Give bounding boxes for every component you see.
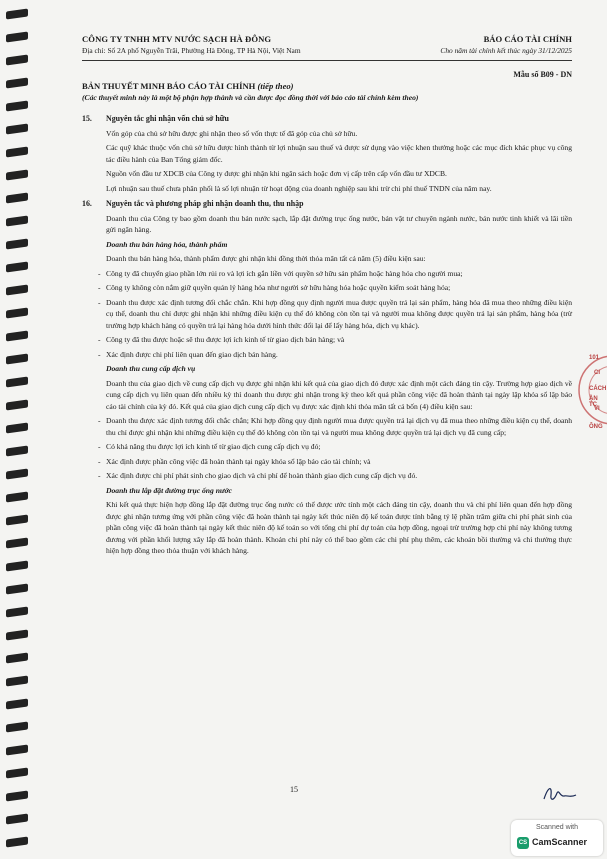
camscanner-logo-icon: CS bbox=[517, 837, 529, 849]
title-note: (Các thuyết minh này là một bộ phận hợp thành và cần được đọc đồng thời với báo cáo tài chính kèm theo) bbox=[82, 93, 419, 102]
binding-hole bbox=[6, 146, 28, 157]
watermark-brand: CamScanner bbox=[532, 837, 588, 847]
page-number: 15 bbox=[290, 785, 298, 794]
binding-hole bbox=[6, 261, 28, 272]
binding-hole bbox=[6, 606, 28, 617]
list-item-text: Xác định được chi phí phát sinh cho giao dịch và chi phí để hoàn thành giao dịch cung cấp dịch vụ đó. bbox=[106, 471, 418, 480]
binding-hole bbox=[6, 77, 28, 88]
list-item-text: Doanh thu được xác định tương đối chắc chắn; Khi hợp đồng quy định người mua được quyền trả lại dịch vụ đã mua theo những điều kiện cụ thể, doanh thu chỉ được ghi nhận khi những điều kiện cụ thể đó không còn tồn tại và người mua không được quyền trả lại dịch vụ đã cung cấp; bbox=[106, 416, 572, 437]
binding-hole bbox=[6, 31, 28, 42]
binding-hole bbox=[6, 491, 28, 502]
binding-hole bbox=[6, 8, 28, 19]
binding-hole bbox=[6, 744, 28, 755]
binding-hole bbox=[6, 836, 28, 847]
binding-hole bbox=[6, 284, 28, 295]
watermark-caption: Scanned with bbox=[535, 824, 579, 831]
header-left bbox=[82, 34, 382, 55]
stamp-text: ÔNG bbox=[589, 424, 603, 430]
list-item-text: Có khả năng thu được lợi ích kinh tế từ giao dịch cung cấp dịch vụ đó; bbox=[106, 442, 321, 451]
binding-hole bbox=[6, 307, 28, 318]
binding-hole bbox=[6, 399, 28, 410]
document-title bbox=[82, 81, 294, 91]
binding-hole bbox=[6, 560, 28, 571]
list-item: - Xác định được phần công việc đã hoàn thành tại ngày khóa sổ lập báo cáo tài chính; và bbox=[98, 456, 572, 468]
binding-hole bbox=[6, 54, 28, 65]
list-item-text: Công ty đã thu được hoặc sẽ thu được lợi ích kinh tế từ giao dịch bán hàng; và bbox=[106, 335, 345, 344]
stamp-text: 101 bbox=[589, 355, 600, 361]
binding-hole bbox=[6, 468, 28, 479]
binding-holes bbox=[0, 0, 40, 859]
binding-hole bbox=[6, 100, 28, 111]
binding-hole bbox=[6, 422, 28, 433]
paragraph: Vốn góp của chủ sở hữu được ghi nhận theo số vốn thực tế đã góp của chủ sở hữu. bbox=[106, 128, 358, 138]
signature-initials bbox=[542, 783, 578, 805]
paragraph: Doanh thu bán hàng hóa, thành phẩm được ghi nhận khi đồng thời thỏa mãn tất cả năm (5) điều kiện sau: bbox=[106, 254, 426, 263]
camscanner-watermark bbox=[511, 820, 603, 856]
subheading-pipeline: Doanh thu lắp đặt đường trục ống nước bbox=[106, 485, 232, 495]
stamp-text: CI bbox=[594, 370, 600, 376]
section-title: Nguyên tắc ghi nhận vốn chủ sở hữu bbox=[106, 114, 229, 123]
binding-hole bbox=[6, 123, 28, 134]
list-item: - Xác định được chi phí liên quan đến giao dịch bán hàng. bbox=[98, 349, 572, 361]
binding-hole bbox=[6, 537, 28, 548]
paragraph: Doanh thu của giao dịch về cung cấp dịch vụ được ghi nhận khi kết quả của giao dịch đó được xác định một cách đáng tin cậy. Trường hợp giao dịch về cung cấp dịch vụ liên quan đến nhiều kỳ thì doanh thu được ghi nhận trong kỳ theo kết quả phần công việc đã hoàn thành tại ngày lập khóa sổ lập báo cáo tài chính của kỳ đó. Kết quả của giao dịch cung cấp dịch vụ được xác định khi thỏa mãn tất cả bốn (4) điều kiện sau: bbox=[106, 378, 572, 411]
binding-hole bbox=[6, 330, 28, 341]
list-item: - Công ty không còn nắm giữ quyền quản lý hàng hóa như người sở hữu hàng hóa hoặc quyền kiểm soát hàng hóa; bbox=[98, 282, 572, 294]
list-item-text: Xác định được chi phí liên quan đến giao dịch bán hàng. bbox=[106, 349, 278, 359]
binding-hole bbox=[6, 169, 28, 180]
binding-hole bbox=[6, 813, 28, 824]
list-item-text: Công ty đã chuyển giao phần lớn rủi ro và lợi ích gắn liền với quyền sở hữu sản phẩm hoặc hàng hóa cho người mua; bbox=[106, 268, 463, 278]
binding-hole bbox=[6, 790, 28, 801]
section-16-heading bbox=[82, 198, 572, 210]
stamp-text: CÁCH bbox=[589, 386, 607, 392]
binding-hole bbox=[6, 767, 28, 778]
title-continued: (tiếp theo) bbox=[257, 81, 294, 91]
section-15-heading bbox=[82, 113, 572, 125]
company-name: CÔNG TY TNHH MTV NƯỚC SẠCH HÀ ĐÔNG bbox=[82, 34, 272, 44]
title-main: BẢN THUYẾT MINH BÁO CÁO TÀI CHÍNH bbox=[82, 81, 256, 91]
stamp-text: VI bbox=[594, 406, 600, 412]
binding-hole bbox=[6, 514, 28, 525]
report-period: Cho năm tài chính kết thúc ngày 31/12/2025 bbox=[440, 46, 572, 55]
paragraph: Doanh thu của Công ty bao gồm doanh thu bán nước sạch, lắp đặt đường trục ống nước, bán vật tư chuyên ngành nước, bán nước tinh khiết và lãi tiền gửi ngân hàng. bbox=[106, 213, 572, 234]
binding-hole bbox=[6, 238, 28, 249]
list-item: - Doanh thu được xác định tương đối chắc chắn; Khi hợp đồng quy định người mua được quyền trả lại dịch vụ đã mua theo những điều kiện cụ thể, doanh thu chỉ được ghi nhận khi những điều kiện cụ thể đó không còn tồn tại và người mua không được quyền trả lại dịch vụ đã cung cấp; bbox=[98, 416, 572, 437]
binding-hole bbox=[6, 376, 28, 387]
section-number: 16. bbox=[82, 199, 92, 208]
binding-hole bbox=[6, 445, 28, 456]
list-item-text: Doanh thu được xác định tương đối chắc chắn. Khi hợp đồng quy định người mua được quyền trả lại sản phẩm, hàng hóa đã mua theo những điều kiện cụ thể, doanh thu chỉ được ghi nhận khi những điều kiện cụ thể đó không còn tồn tại và người mua không được quyền trả lại sản phẩm, hàng hóa (trừ trường hợp khách hàng có quyền trả lại hàng hóa dưới hình thức đổi lại để lấy hàng hóa, dịch vụ khác). bbox=[106, 297, 572, 330]
list-item: - Doanh thu được xác định tương đối chắc chắn. Khi hợp đồng quy định người mua được quyền trả lại sản phẩm, hàng hóa đã mua theo những điều kiện cụ thể, doanh thu chỉ được ghi nhận khi những điều kiện cụ thể đó không còn tồn tại và người mua không được quyền trả lại sản phẩm, hàng hóa (trừ trường hợp khách hàng có quyền trả lại hàng hóa dưới hình thức đổi lại để lấy hàng hóa, dịch vụ khác). bbox=[98, 297, 572, 330]
subheading-services: Doanh thu cung cấp dịch vụ bbox=[106, 364, 196, 373]
paragraph: Khi kết quả thực hiện hợp đồng lắp đặt đường trục ống nước có thể được ước tính một cách đáng tin cậy, doanh thu và chi phí liên quan đến hợp đồng được ghi nhận tương ứng với phần công việc đã hoàn thành tại ngày kết thúc niên độ kế toán được tính bằng tỷ lệ phần trăm giữa chi phí phát sinh của phần công việc đã hoàn thành tại ngày kết thúc niên độ kế toán so với tổng chi phí dự toán của hợp đồng, ngoại trừ trường hợp chi phí này không tương đương với phần khối lượng xây lắp đã hoàn thành. Khoản chi phí này có thể bao gồm các chi phí phụ thêm, các khoản bồi thường và chi thưởng thực hiện hợp đồng theo thỏa thuận với khách hàng. bbox=[106, 500, 572, 555]
section-title: Nguyên tắc và phương pháp ghi nhận doanh thu, thu nhập bbox=[106, 199, 304, 208]
section-number: 15. bbox=[82, 114, 92, 123]
binding-hole bbox=[6, 583, 28, 594]
stamp-text: ẦN TC bbox=[589, 396, 598, 408]
paragraph: Lợi nhuận sau thuế chưa phân phối là số lợi nhuận từ hoạt động của doanh nghiệp sau khi trừ chi phí thuế TNDN của năm nay. bbox=[106, 183, 492, 193]
header-divider bbox=[82, 60, 572, 61]
list-item: - Công ty đã thu được hoặc sẽ thu được lợi ích kinh tế từ giao dịch bán hàng; và bbox=[98, 334, 572, 346]
paragraph: Nguồn vốn đầu tư XDCB của Công ty được ghi nhận khi ngân sách hoặc đơn vị cấp trên cấp vốn đầu tư XDCB. bbox=[106, 169, 447, 178]
binding-hole bbox=[6, 721, 28, 732]
company-address: Địa chỉ: Số 2A phố Nguyễn Trãi, Phường Hà Đông, TP Hà Nội, Việt Nam bbox=[82, 46, 301, 55]
binding-hole bbox=[6, 698, 28, 709]
form-number: Mẫu số B09 - DN bbox=[513, 70, 572, 79]
document-body bbox=[82, 113, 572, 560]
list-item-text: Công ty không còn nắm giữ quyền quản lý hàng hóa như người sở hữu hàng hóa hoặc quyền kiểm soát hàng hóa; bbox=[106, 283, 451, 292]
binding-hole bbox=[6, 353, 28, 364]
report-title: BÁO CÁO TÀI CHÍNH bbox=[483, 34, 572, 44]
binding-hole bbox=[6, 215, 28, 226]
binding-hole bbox=[6, 629, 28, 640]
list-item-text: Xác định được phần công việc đã hoàn thành tại ngày khóa sổ lập báo cáo tài chính; và bbox=[106, 456, 371, 466]
binding-hole bbox=[6, 652, 28, 663]
header-right bbox=[440, 34, 572, 55]
binding-hole bbox=[6, 192, 28, 203]
list-item: - Xác định được chi phí phát sinh cho giao dịch và chi phí để hoàn thành giao dịch cung cấp dịch vụ đó. bbox=[98, 470, 572, 482]
list-item: - Có khả năng thu được lợi ích kinh tế từ giao dịch cung cấp dịch vụ đó; bbox=[98, 441, 572, 453]
paragraph: Các quỹ khác thuộc vốn chủ sở hữu được hình thành từ lợi nhuận sau thuế và được sử dụng vào việc khen thưởng hoặc các mục đích khác phục vụ công tác điều hành của Ban Tổng giám đốc. bbox=[106, 143, 572, 164]
subheading-goods: Doanh thu bán hàng hóa, thành phẩm bbox=[106, 239, 228, 249]
list-item: - Công ty đã chuyển giao phần lớn rủi ro và lợi ích gắn liền với quyền sở hữu sản phẩm hoặc hàng hóa cho người mua; bbox=[98, 268, 572, 280]
binding-hole bbox=[6, 675, 28, 686]
